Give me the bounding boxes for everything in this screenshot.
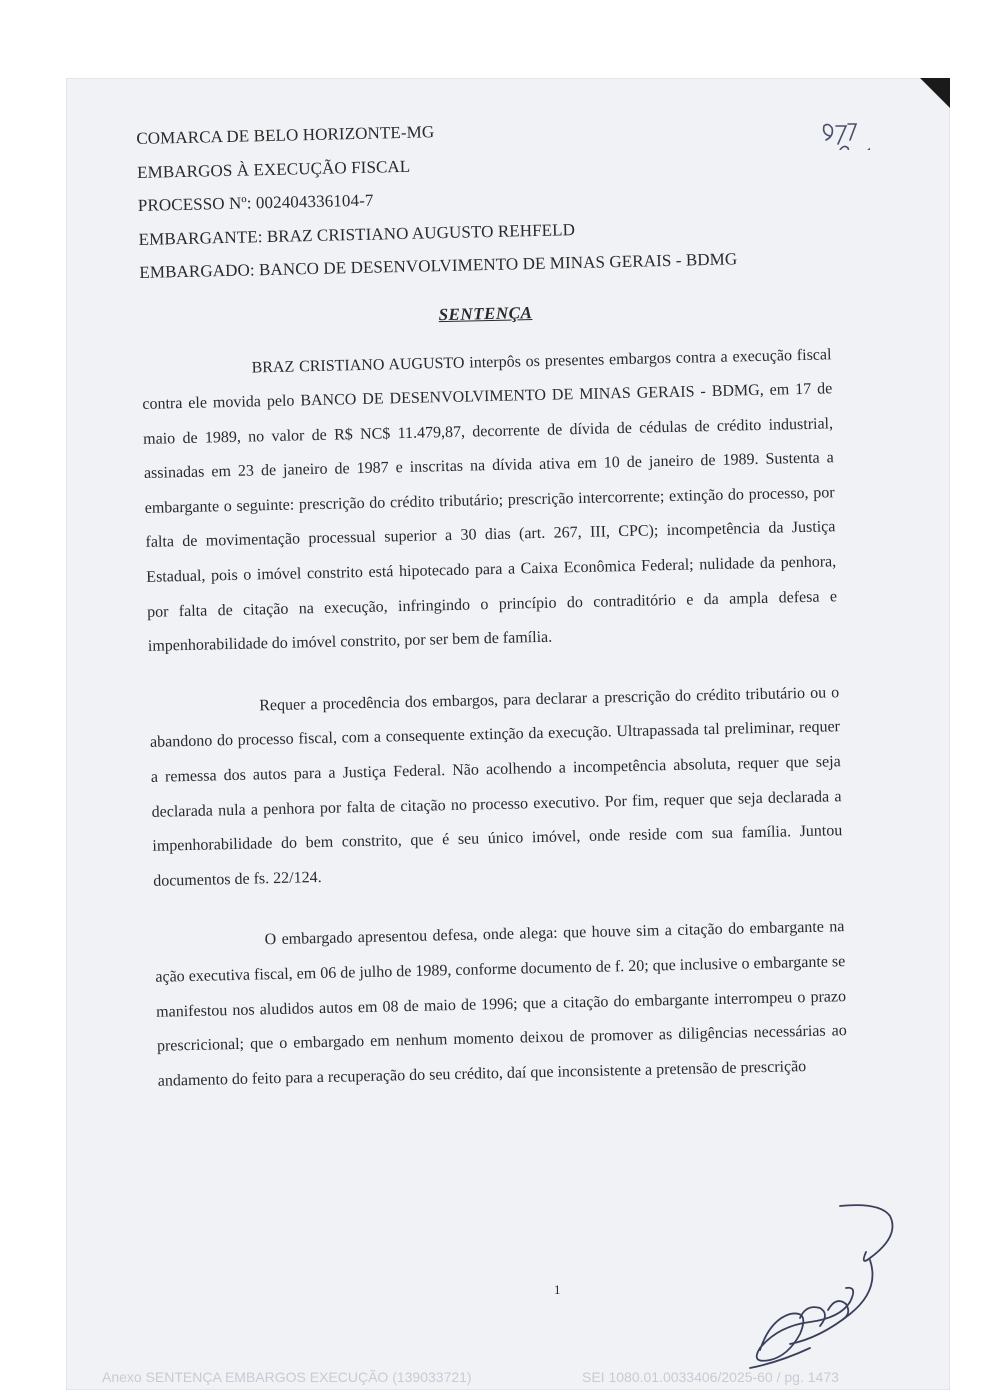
paragraph-3: O embargado apresentou defesa, onde alega: que houve sim a citação do embargante na ação executiva fiscal, em 06 de julho de 1989, conforme documento de f. 20; que inclusive o embargante se manifestou nos aludidos autos em 08 de maio de 1996; que a citação do embargante interrompeu o prazo prescricional; que o embargado em nenhum momento deixou de promover as diligências necessárias ao andamento do feito para a recuperação do seu crédito, daí que inconsistente a pretensão de prescrição	[155, 918, 847, 1090]
action-line: EMBARGOS À EXECUÇÃO FISCAL	[136, 156, 411, 182]
paragraph-1: BRAZ CRISTIANO AUGUSTO interpôs os presentes embargos contra a execução fiscal contra ele movida pelo BANCO DE DESENVOLVIMENTO DE MINAS GERAIS - BDMG, em 17 de maio de 1989, no valor de R$ NC$ 11.479,87, decorrente de dívida de cédulas de crédito industrial, assinadas em 23 de janeiro de 1987 e inscritas na dívida ativa em 10 de janeiro de 1989. Sustenta a embargante o seguinte: prescrição do crédito tributário; prescrição intercorrente; extinção do processo, por falta de movimentação processual superior a 30 dias (art. 267, III, CPC); incompetência da Justiça Estadual, pois o imóvel constrito está hipotecado para a Caixa Econômica Federal; nulidade da penhora, por falta de citação na execução, infringindo o princípio do contraditório e da ampla defesa e impenhorabilidade do imóvel constrito, por ser bem de família.	[142, 345, 838, 656]
document-body	[136, 106, 848, 1115]
paragraph-2: Requer a procedência dos embargos, para declarar a prescrição do crédito tributário ou o abandono do processo fiscal, com a consequente extinção da execução. Ultrapassada tal preliminar, requer a remessa dos autos para a Justiça Federal. Não acolhendo a incompetência absoluta, requer que seja declarada nula a penhora por falta de citação no processo executivo. Por fim, requer que seja declarada a impenhorabilidade do bem constrito, que é seu único imóvel, onde reside com sua família. Juntou documentos de fs. 22/124.	[149, 684, 843, 890]
page-number: 1	[554, 1282, 561, 1297]
process-number-line: PROCESSO Nº: 002404336104-7	[137, 190, 374, 215]
document-title: SENTENÇA	[438, 302, 533, 324]
handwritten-signature	[740, 1200, 910, 1380]
document-footer	[102, 1369, 902, 1385]
embargado-line: EMBARGADO: BANCO DE DESENVOLVIMENTO DE MINAS GERAIS - BDMG	[139, 249, 738, 282]
embargante-line: EMBARGANTE: BRAZ CRISTIANO AUGUSTO REHFELD	[138, 219, 576, 249]
comarca-line: COMARCA DE BELO HORIZONTE-MG	[136, 122, 435, 148]
footer-annex-label: Anexo SENTENÇA EMBARGOS EXECUÇÃO (139033721)	[102, 1369, 472, 1385]
corner-fold-mark	[920, 78, 950, 108]
footer-sei-reference: SEI 1080.01.0033406/2025-60 / pg. 1473	[582, 1369, 839, 1385]
